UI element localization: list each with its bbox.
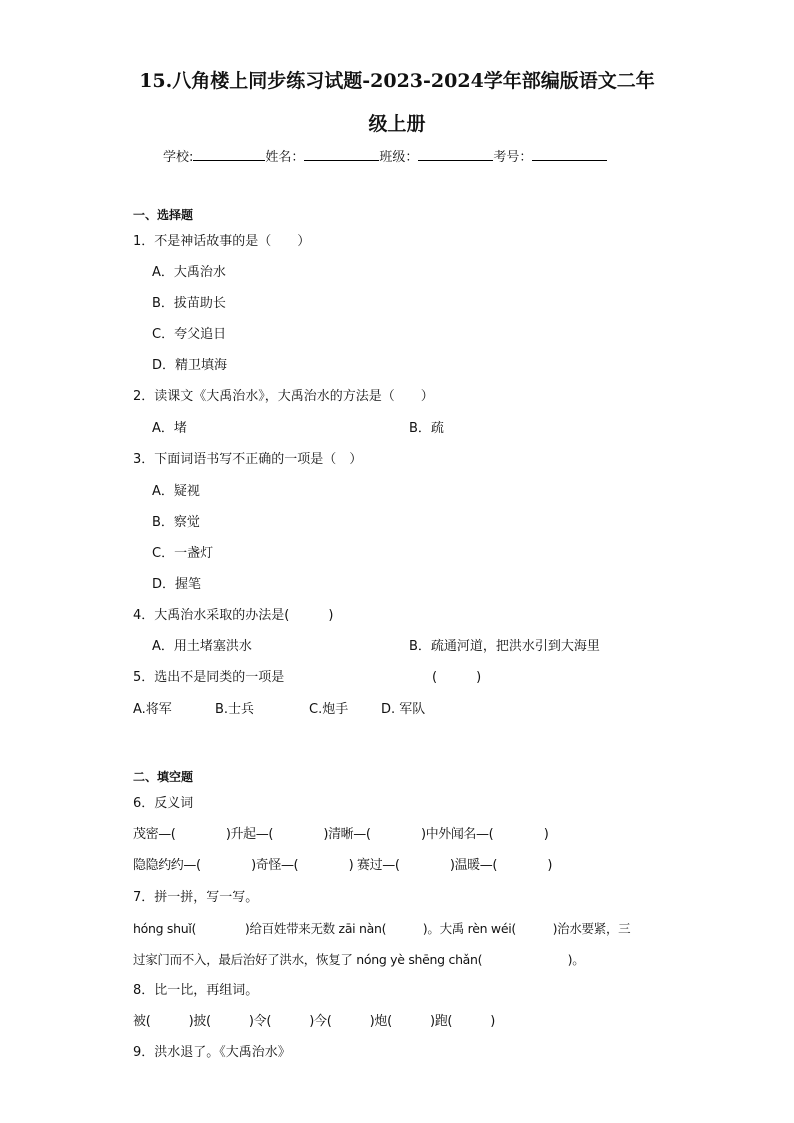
question-1-option-a[interactable]: A．大禹治水 bbox=[152, 265, 226, 280]
exam-number-label: 考号： bbox=[493, 150, 533, 165]
section-heading-fill-blank: 二、填空题 bbox=[133, 770, 194, 784]
school-blank[interactable] bbox=[193, 148, 265, 161]
class-blank[interactable] bbox=[418, 148, 493, 161]
question-5-option-c[interactable]: C.炮手 bbox=[309, 702, 349, 717]
name-blank[interactable] bbox=[304, 148, 379, 161]
question-3-option-b[interactable]: B．察觉 bbox=[152, 515, 200, 530]
question-1-stem: 1．不是神话故事的是（ ） bbox=[133, 234, 311, 249]
question-7-stem: 7．拼一拼，写一写。 bbox=[133, 890, 259, 905]
question-4-option-a[interactable]: A．用土堵塞洪水 bbox=[152, 639, 252, 654]
question-5-option-d[interactable]: D. 军队 bbox=[381, 702, 426, 717]
question-1-option-c[interactable]: C．夸父追日 bbox=[152, 327, 227, 342]
question-5-answer-paren: ( ) bbox=[432, 670, 482, 685]
question-1-option-b[interactable]: B．拔苗助长 bbox=[152, 296, 226, 311]
question-6-stem: 6．反义词 bbox=[133, 796, 194, 811]
school-label: 学校: bbox=[163, 150, 194, 165]
question-5-option-a[interactable]: A.将军 bbox=[133, 702, 172, 717]
question-8-stem: 8．比一比，再组词。 bbox=[133, 983, 259, 998]
question-9-stem: 9．洪水退了。《大禹治水》 bbox=[133, 1045, 291, 1060]
student-info-row bbox=[163, 146, 607, 165]
question-2-option-a[interactable]: A．堵 bbox=[152, 421, 187, 436]
document-title-line-2: 级上册 bbox=[368, 113, 426, 135]
name-label: 姓名： bbox=[265, 150, 305, 165]
question-7-pinyin-line-1[interactable]: hóng shuǐ( )给百姓带来无数 zāi nàn( )。大禹 rèn wéi( )治水要紧，三 bbox=[133, 921, 631, 936]
question-8-compare-row[interactable]: 被( )披( )令( )今( )炮( )跑( ) bbox=[133, 1014, 496, 1029]
question-2-option-b[interactable]: B．疏 bbox=[409, 421, 444, 436]
question-3-stem: 3．下面词语书写不正确的一项是（ ） bbox=[133, 452, 363, 467]
question-6-antonyms-row-1[interactable]: 茂密—( )升起—( )清晰—( )中外闻名—( ) bbox=[133, 827, 549, 842]
class-label: 班级： bbox=[379, 150, 419, 165]
question-5-option-b[interactable]: B.士兵 bbox=[215, 702, 255, 717]
question-3-option-c[interactable]: C．一盏灯 bbox=[152, 546, 214, 561]
question-3-option-a[interactable]: A．疑视 bbox=[152, 484, 200, 499]
question-4-stem: 4．大禹治水采取的办法是( ) bbox=[133, 608, 334, 623]
document-title-line-1: 15.八角楼上同步练习试题-2023-2024学年部编版语文二年 bbox=[139, 70, 655, 92]
question-2-stem: 2．读课文《大禹治水》，大禹治水的方法是（ ） bbox=[133, 389, 434, 404]
question-1-option-d[interactable]: D．精卫填海 bbox=[152, 358, 228, 373]
question-3-option-d[interactable]: D．握笔 bbox=[152, 577, 202, 592]
question-6-antonyms-row-2[interactable]: 隐隐约约—( )奇怪—( ) 赛过—( )温暖—( ) bbox=[133, 858, 553, 873]
question-5-stem: 5．选出不是同类的一项是 bbox=[133, 670, 285, 685]
question-7-pinyin-line-2[interactable]: 过家门而不入，最后治好了洪水，恢复了 nóng yè shēng chǎn( )。 bbox=[133, 952, 585, 967]
exam-number-blank[interactable] bbox=[532, 148, 607, 161]
section-heading-choice: 一、选择题 bbox=[133, 208, 194, 222]
question-4-option-b[interactable]: B．疏通河道，把洪水引到大海里 bbox=[409, 639, 600, 654]
